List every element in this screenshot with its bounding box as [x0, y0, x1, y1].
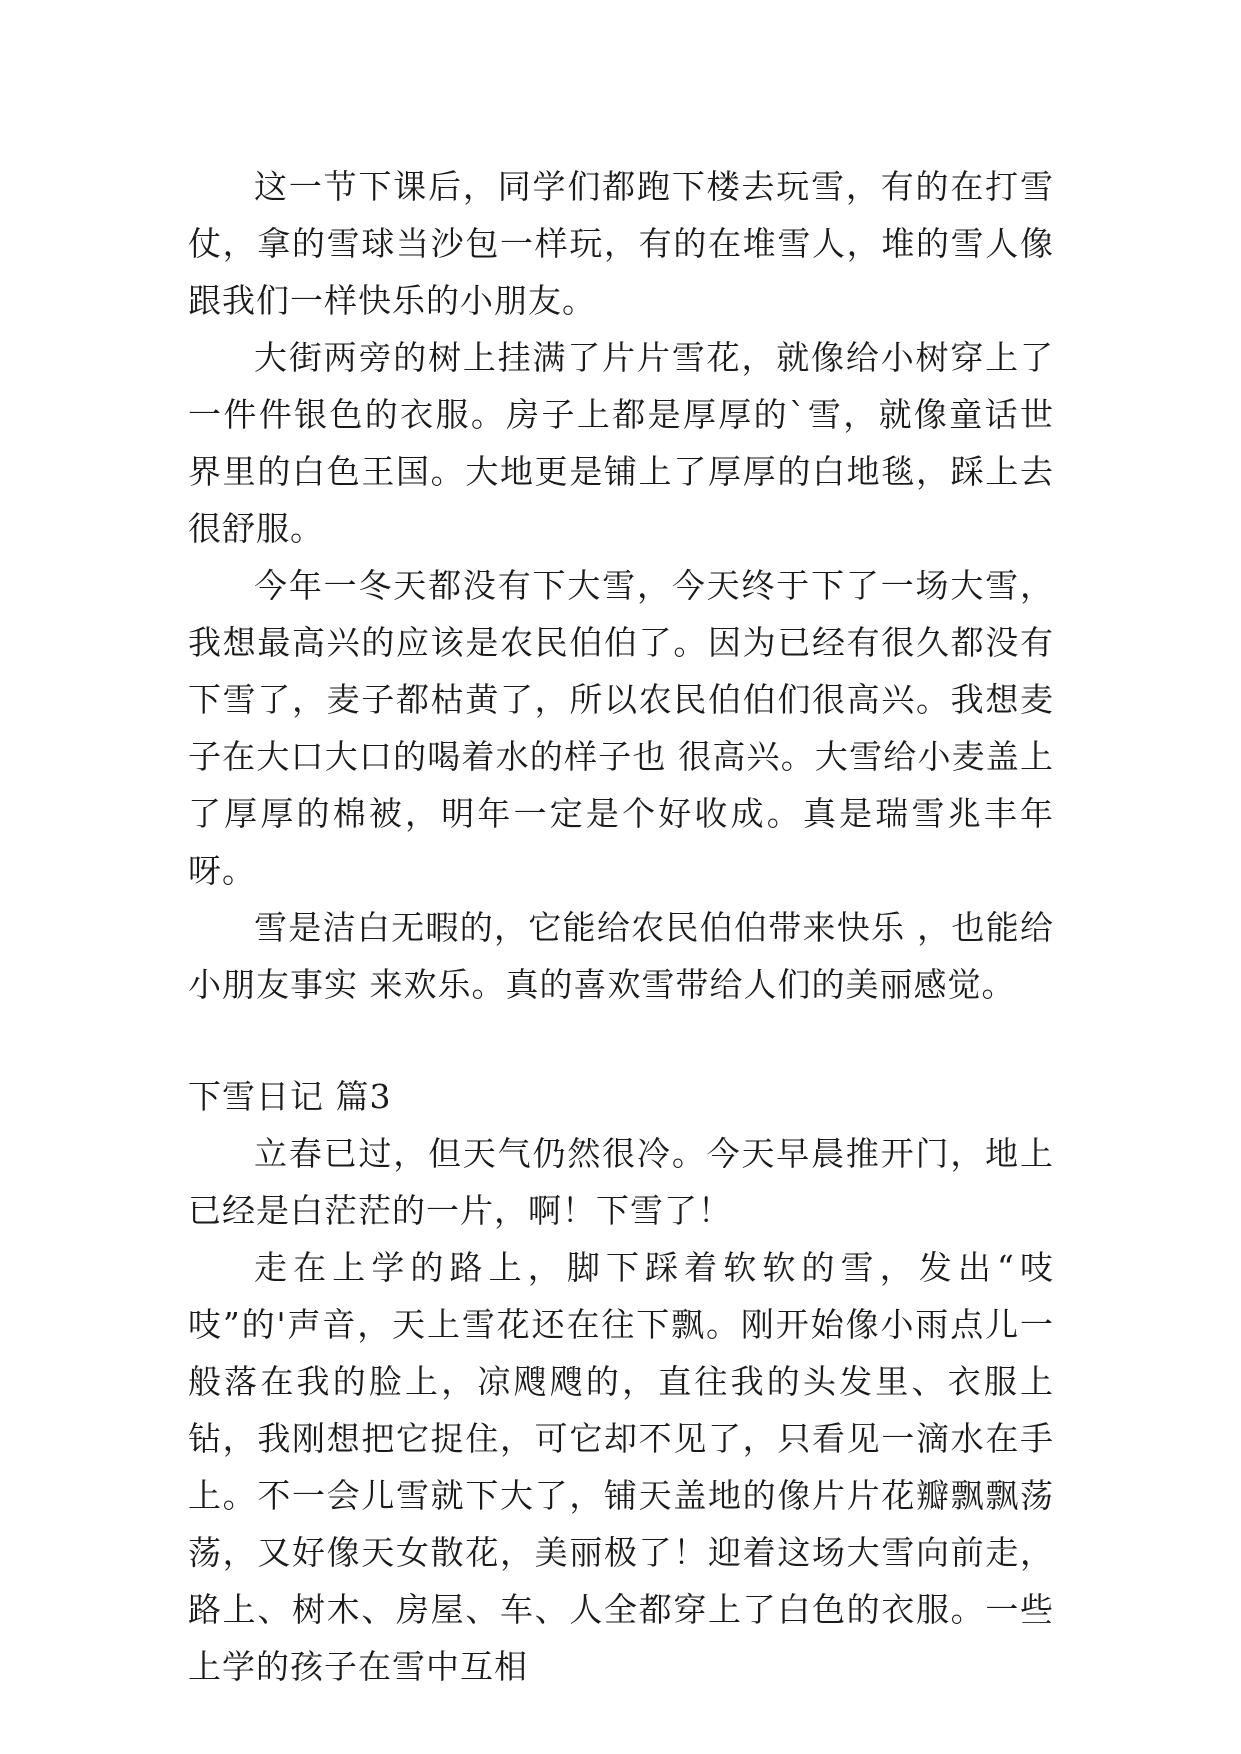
document-body	[188, 158, 1054, 1695]
paragraph: 雪是洁白无暇的，它能给农民伯伯带来快乐 ，也能给小朋友事实 来欢乐。真的喜欢雪带给人们的美丽感觉。	[188, 908, 1054, 1004]
paragraph: 走在上学的路上，脚下踩着软软的雪，发出“吱吱”的'声音，天上雪花还在往下飘。刚开始像小雨点儿一般落在我的脸上，凉飕飕的，直往我的头发里、衣服上钻，我刚想把它捉住，可它却不见了，只看见一滴水在手上。不一会儿雪就下大了，铺天盖地的像片片花瓣飘飘荡荡，又好像天女散花，美丽极了！迎着这场大雪向前走，路上、树木、房屋、车、人全都穿上了白色的衣服。一些上学的孩子在雪中互相	[188, 1248, 1054, 1686]
section-heading: 下雪日记 篇3	[188, 1077, 392, 1116]
paragraph: 今年一冬天都没有下大雪，今天终于下了一场大雪，我想最高兴的应该是农民伯伯了。因为已经有很久都没有下雪了，麦子都枯黄了，所以农民伯伯们很高兴。我想麦子在大口大口的喝着水的样子也 很高兴。大雪给小麦盖上了厚厚的棉被，明年一定是个好收成。真是瑞雪兆丰年呀。	[188, 566, 1054, 890]
paragraph: 大街两旁的树上挂满了片片雪花，就像给小树穿上了一件件银色的衣服。房子上都是厚厚的`雪，就像童话世界里的白色王国。大地更是铺上了厚厚的白地毯，踩上去很舒服。	[188, 338, 1054, 548]
paragraph: 这一节下课后，同学们都跑下楼去玩雪，有的在打雪仗，拿的雪球当沙包一样玩，有的在堆雪人，堆的雪人像跟我们一样快乐的小朋友。	[188, 167, 1054, 320]
paragraph: 立春已过，但天气仍然很冷。今天早晨推开门，地上已经是白茫茫的一片，啊！下雪了！	[188, 1134, 1054, 1230]
